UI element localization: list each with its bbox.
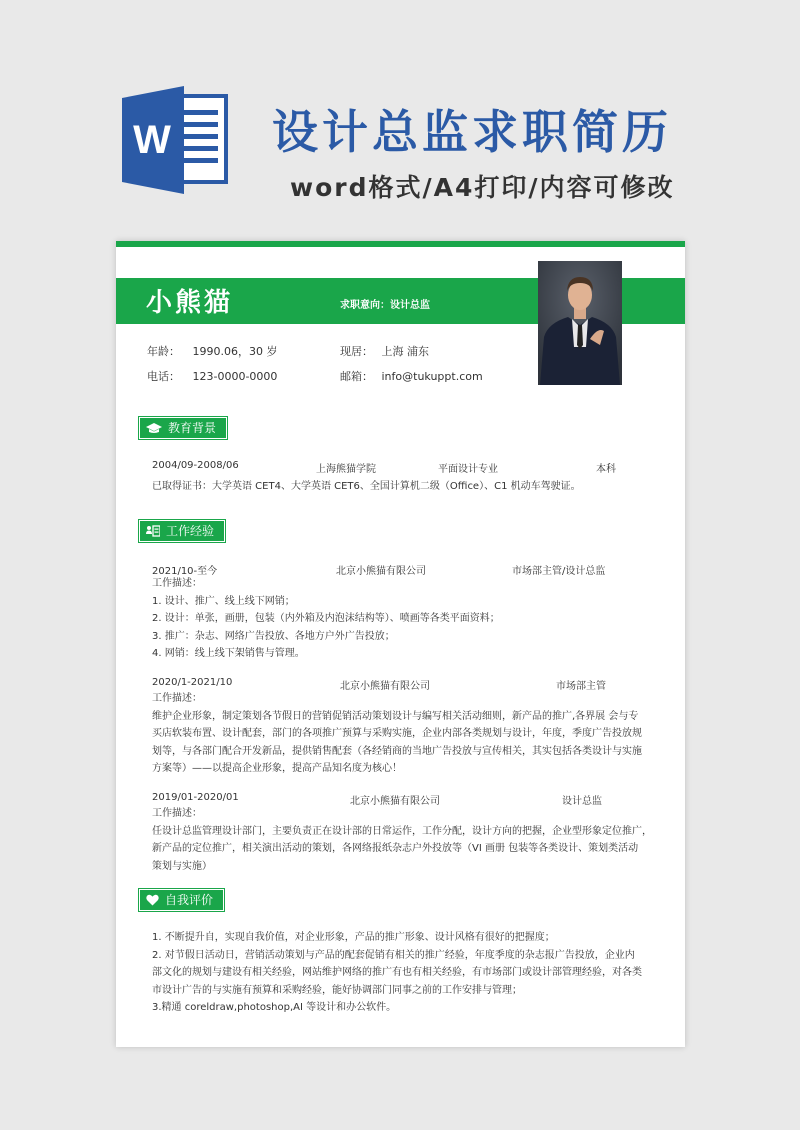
job-description-line: 划等，与各部门配合开发新品，提供销售配套（各经销商的当地广告投放与宣传相关，其实包括各类设计与实施 [152, 745, 642, 757]
word-logo-letter: W [133, 118, 171, 162]
job-company: 北京小熊猫有限公司 [340, 681, 430, 692]
self-evaluation-line: 3.精通 coreldraw,photoshop,AI 等设计和办公软件。 [152, 1002, 397, 1013]
job-position: 设计总监 [562, 796, 602, 807]
job-description-line: 3. 推广：杂志、网络广告投放、各地方户外广告投放； [152, 630, 395, 642]
job-description-line: 工作描述： [152, 578, 202, 589]
phone-row [147, 368, 277, 384]
candidate-name: 小熊猫 [146, 288, 234, 318]
heart-icon [146, 894, 159, 906]
job-description [152, 805, 657, 875]
top-accent-line [116, 241, 685, 247]
word-logo-icon [118, 84, 230, 196]
job-position: 市场部主管/设计总监 [512, 566, 606, 577]
self-evaluation-text [152, 929, 657, 1017]
job-description-line: 1. 设计、推广、线上线下网销； [152, 595, 295, 607]
job-description-line: 新产品的定位推广，相关演出活动的策划，各网络报纸杂志户外投放等（VI 画册 包装等各类设计、策划类活动 [152, 843, 639, 854]
residence-label: 现居： [340, 345, 373, 358]
education-major: 平面设计专业 [438, 464, 498, 475]
promo-subtitle: word格式/A4打印/内容可修改 [290, 173, 675, 202]
education-period: 2004/09-2008/06 [152, 460, 239, 471]
education-section-header [140, 418, 226, 438]
promo-title: 设计总监求职简历 [272, 105, 672, 159]
profile-photo [538, 261, 622, 385]
job-description-line: 方案等）——以提高企业形象，提高产品知名度为核心！ [152, 763, 402, 774]
phone-label: 电话： [147, 370, 180, 383]
resume-sheet [116, 241, 685, 1047]
residence-row [340, 343, 429, 359]
age-label: 年龄： [147, 345, 180, 358]
self-evaluation-title: 自我评价 [165, 893, 214, 907]
work-section-header [140, 521, 224, 541]
job-description-line: 维护企业形象，制定策划各节假日的营销促销活动策划设计与编写相关活动细则，新产品的推广,各界展 会与专 [152, 710, 639, 722]
job-description-line: 2. 设计：单张，画册，包装（内外箱及内泡沫结构等）、喷画等各类平面资料； [152, 613, 500, 624]
education-school: 上海熊猫学院 [316, 464, 376, 475]
job-description-line: 任设计总监管理设计部门，主要负责正在设计部的日常运作，工作分配，设计方向的把握，企业型形象定位推广， [152, 825, 652, 837]
email-label: 邮箱： [340, 370, 373, 383]
job-period: 2020/1-2021/10 [152, 677, 233, 688]
age-value: 1990.06，30 岁 [192, 345, 278, 358]
job-description-line: 策划与实施） [152, 860, 212, 872]
graduation-cap-icon [146, 422, 162, 434]
email-row [340, 368, 483, 384]
work-title: 工作经验 [166, 524, 215, 538]
job-company: 北京小熊猫有限公司 [350, 796, 440, 807]
job-description-line: 4. 网销：线上线下架销售与管理。 [152, 648, 305, 659]
education-title: 教育背景 [168, 421, 217, 435]
job-description [152, 575, 657, 663]
job-description-line: 工作描述： [152, 808, 202, 819]
residence-value: 上海 浦东 [381, 345, 429, 358]
email-value: info@tukuppt.com [381, 370, 483, 383]
job-period: 2019/01-2020/01 [152, 792, 239, 803]
id-card-icon [146, 525, 160, 537]
self-evaluation-section-header [140, 890, 223, 910]
education-degree: 本科 [596, 464, 616, 475]
education-certs: 已取得证书：大学英语 CET4、大学英语 CET6、全国计算机二级（Office）、C1 机动车驾驶证。 [152, 481, 581, 492]
job-position: 市场部主管 [556, 681, 606, 692]
phone-value: 123-0000-0000 [192, 370, 278, 383]
job-description-line: 工作描述： [152, 693, 202, 704]
job-intention: 求职意向：设计总监 [340, 300, 430, 311]
age-row [147, 343, 277, 359]
self-evaluation-line: 1. 不断提升自，实现自我价值，对企业形象，产品的推广形象、设计风格有很好的把握度； [152, 932, 555, 943]
job-description [152, 690, 657, 778]
job-period: 2021/10-至今 [152, 566, 218, 577]
job-description-line: 买店软装布置、设计配套，部门的各项推广预算与采购实施，企业内部各类规划与设计，年度，季度广告投放规 [152, 728, 642, 739]
self-evaluation-line: 部文化的规划与建设有相关经验，网站维护网络的推广有也有相关经验，有市场部门或设计部管理经验，对各类 [152, 967, 642, 978]
job-company: 北京小熊猫有限公司 [336, 566, 426, 577]
self-evaluation-line: 市设计广告的与实施有预算和采购经验，能好协调部门同事之前的工作安排与管理； [152, 984, 522, 996]
self-evaluation-line: 2. 对节假日活动日，营销活动策划与产品的配套促销有相关的推广经验，年度季度的杂志报广告投放，企业内 [152, 949, 635, 961]
